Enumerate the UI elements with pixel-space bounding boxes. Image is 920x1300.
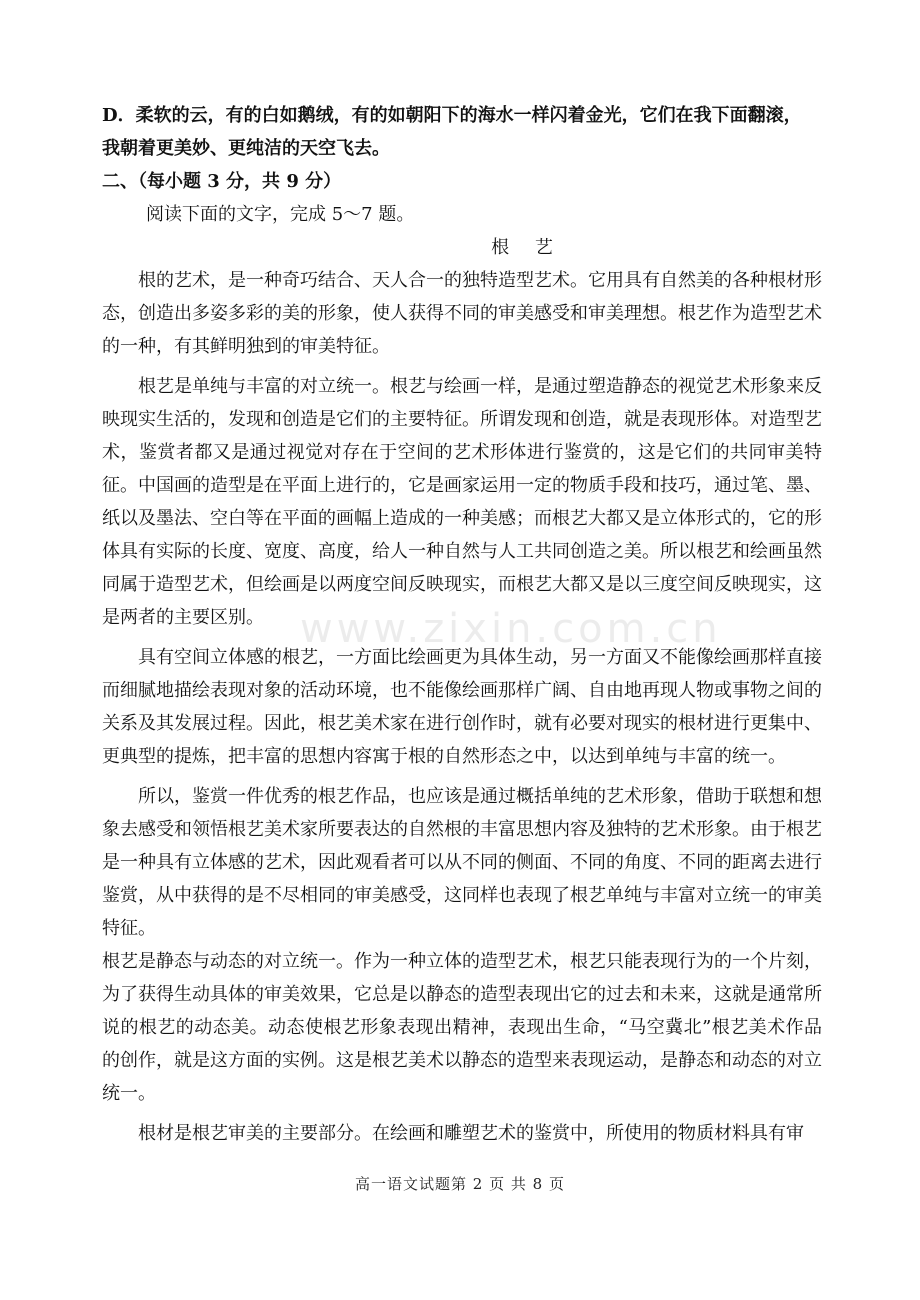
option-d-line2: 我朝着更美妙、更纯洁的天空飞去。 — [102, 138, 390, 159]
paragraph-5: 根艺是静态与动态的对立统一。作为一种立体的造型艺术，根艺只能表现行为的一个片刻，为了获得生动具体的审美效果，它总是以静态的造型表现出它的过去和未来，这就是通常所说的根艺的动态美。动态使根艺形象表现出精神，表现出生命，“马空冀北”根艺美术作品的创作，就是这方面的实例。这是根艺美术以静态的造型来表现运动，是静态和动态的对立统一。 — [102, 951, 822, 1104]
paragraph-1: 根的艺术，是一种奇巧结合、天人合一的独特造型艺术。它用具有自然美的各种根材形态，创造出多姿多彩的美的形象，使人获得不同的审美感受和审美理想。根艺作为造型艺术的一种，有其鲜明独到的审美特征。 — [102, 270, 822, 357]
paragraph-6: 根材是根艺审美的主要部分。在绘画和雕塑艺术的鉴赏中，所使用的物质材料具有审 — [138, 1123, 804, 1144]
page-content — [102, 99, 822, 1150]
section-header: 二、（每小题 3 分，共 9 分） — [102, 171, 342, 192]
instruction: 阅读下面的文字，完成 5～7 题。 — [146, 204, 415, 225]
watermark: www.zixin.com.cn — [300, 606, 722, 652]
page-footer: 高一语文试题第 2 页 共 8 页 — [355, 1175, 565, 1193]
article-title: 根 艺 — [491, 237, 563, 258]
option-d-line1: D．柔软的云，有的白如鹅绒，有的如朝阳下的海水一样闪着金光，它们在我下面翻滚， — [102, 105, 802, 126]
paragraph-2: 根艺是单纯与丰富的对立统一。根艺与绘画一样，是通过塑造静态的视觉艺术形象来反映现实生活的，发现和创造是它们的主要特征。所谓发现和创造，就是表现形体。对造型艺术，鉴赏者都又是通过视觉对存在于空间的艺术形体进行鉴赏的，这是它们的共同审美特征。中国画的造型是在平面上进行的，它是画家运用一定的物质手段和技巧，通过笔、墨、纸以及墨法、空白等在平面的画幅上造成的一种美感；而根艺大都又是立体形式的，它的形体具有实际的长度、宽度、高度，给人一种自然与人工共同创造之美。所以根艺和绘画虽然同属于造型艺术，但绘画是以两度空间反映现实，而根艺大都又是以三度空间反映现实，这是两者的主要区别。 — [102, 376, 822, 628]
paragraph-4: 所以，鉴赏一件优秀的根艺作品，也应该是通过概括单纯的艺术形象，借助于联想和想象去感受和领悟根艺美术家所要表达的自然根的丰富思想内容及独特的艺术形象。由于根艺是一种具有立体感的艺术，因此观看者可以从不同的侧面、不同的角度、不同的距离去进行鉴赏，从中获得的是不尽相同的审美感受，这同样也表现了根艺单纯与丰富对立统一的审美特征。 — [102, 786, 822, 939]
paragraph-3: 具有空间立体感的根艺，一方面比绘画更为具体生动，另一方面又不能像绘画那样直接而细腻地描绘表现对象的活动环境，也不能像绘画那样广阔、自由地再现人物或事物之间的关系及其发展过程。因此，根艺美术家在进行创作时，就有必要对现实的根材进行更集中、更典型的提炼，把丰富的思想内容寓于根的自然形态之中，以达到单纯与丰富的统一。 — [102, 647, 822, 767]
